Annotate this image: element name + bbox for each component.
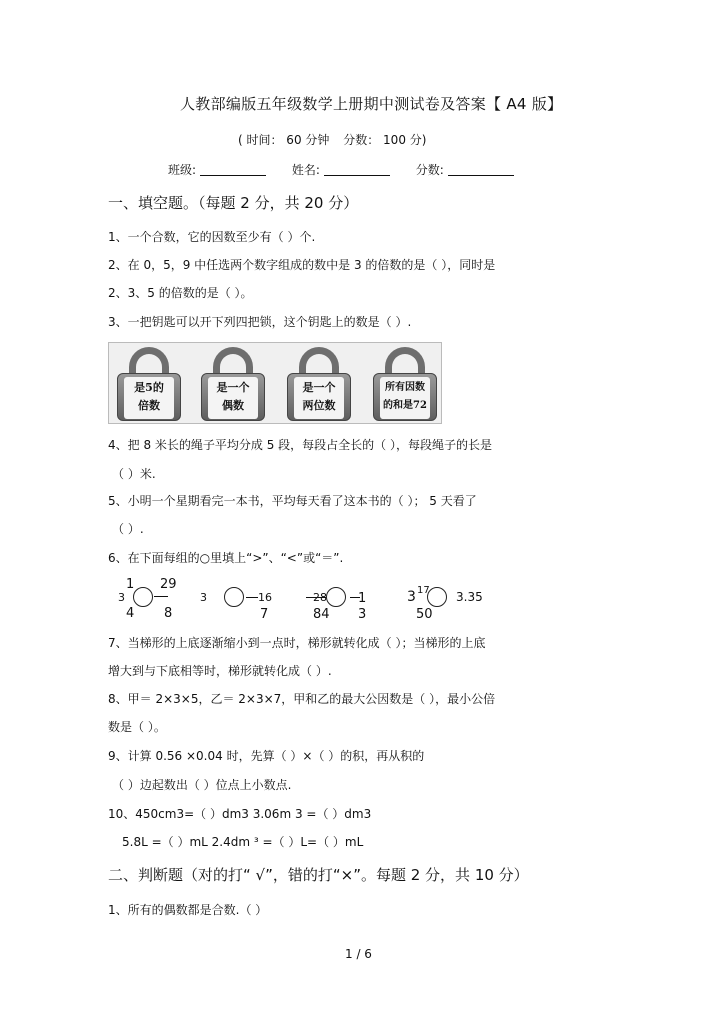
question-10-line-1: 10、450cm3=（ ）dm3 3.06m 3 =（ ）dm3 <box>108 807 372 821</box>
fraction-denominator: 8 <box>164 606 173 621</box>
question-7-line-2: 增大到与下底相等时，梯形就转化成（ ）. <box>108 664 332 678</box>
question-3: 3、一把钥匙可以开下列四把锁，这个钥匙上的数是（ ）. <box>108 315 412 329</box>
question-6: 6、在下面每组的○里填上“>”、“<”或“＝”. <box>108 551 344 565</box>
compare-circle-1[interactable] <box>133 587 153 607</box>
judgement-question-1: 1、所有的偶数都是合数.（ ） <box>108 903 268 917</box>
question-8-line-1: 8、甲＝ 2×3×5，乙＝ 2×3×7，甲和乙的最大公因数是（ ），最小公倍 <box>108 692 496 706</box>
score-field[interactable]: 分数: <box>416 161 514 178</box>
page-title: 人教部编版五年级数学上册期中测试卷及答案【 A4 版】 <box>180 95 563 113</box>
question-8-line-2: 数是（ ）。 <box>108 720 166 734</box>
padlock-4: 所有因数 的和是72 <box>373 347 437 421</box>
question-5-line-2: （ ）. <box>112 522 144 536</box>
section-1-heading: 一、填空题。（每题 2 分，共 20 分） <box>108 194 359 212</box>
exam-meta <box>238 131 436 148</box>
question-4-line-2: （ ）米. <box>112 467 156 481</box>
question-1: 1、一个合数，它的因数至少有（ ）个. <box>108 230 316 244</box>
decimal-value: 3.35 <box>456 590 483 604</box>
student-fields <box>168 161 536 178</box>
compare-circle-3[interactable] <box>326 587 346 607</box>
fraction-denominator: 3 <box>358 607 367 622</box>
question-7-line-1: 7、当梯形的上底逐渐缩小到一点时，梯形就转化成（ ）；当梯形的上底 <box>108 636 486 650</box>
page-number: 1 / 6 <box>345 947 372 961</box>
fraction-numerator: 17 <box>417 585 430 596</box>
compare-circle-4[interactable] <box>427 587 447 607</box>
padlock-1: 是5的 倍数 <box>117 347 181 421</box>
question-9-line-2: （ ）边起数出（ ）位点上小数点. <box>112 778 292 792</box>
question-5-line-1: 5、小明一个星期看完一本书，平均每天看了这本书的（ ）； 5 天看了 <box>108 494 477 508</box>
question-10-line-2: 5.8L =（ ）mL 2.4dm ³ =（ ）L=（ ）mL <box>122 835 364 849</box>
fraction-numerator: 1 <box>126 577 135 592</box>
class-field[interactable]: 班级: <box>168 161 266 178</box>
fraction-denominator: 50 <box>416 607 433 622</box>
compare-circle-2[interactable] <box>224 587 244 607</box>
padlock-images <box>108 342 442 424</box>
section-2-heading: 二、判断题（对的打“ √”，错的打“×”。每题 2 分，共 10 分） <box>108 866 529 884</box>
fraction-denominator: 4 <box>126 606 135 621</box>
whole-number: 3 <box>200 591 207 604</box>
fraction-numerator: 16 <box>258 591 272 604</box>
fraction-denominator: 7 <box>260 607 269 622</box>
question-9-line-1: 9、计算 0.56 ×0.04 时，先算（ ）×（ ）的积，再从积的 <box>108 749 425 763</box>
name-field[interactable]: 姓名: <box>292 161 390 178</box>
exam-score: 分数： 100 分) <box>343 133 427 147</box>
fraction-numerator: 28 <box>313 591 327 604</box>
padlock-2: 是一个 偶数 <box>201 347 265 421</box>
question-2-line-1: 2、在 0，5，9 中任选两个数字组成的数中是 3 的倍数的是（ ），同时是 <box>108 258 496 272</box>
fraction-numerator: 1 <box>358 591 367 606</box>
question-2-line-2: 2、3、5 的倍数的是（ ）。 <box>108 286 253 300</box>
fraction-numerator: 29 <box>160 577 177 592</box>
exam-time: ( 时间： 60 分钟 <box>238 133 330 147</box>
mixed-whole: 3 <box>118 591 125 604</box>
padlock-3: 是一个 两位数 <box>287 347 351 421</box>
mixed-whole: 3 <box>407 589 416 605</box>
fraction-denominator: 84 <box>313 607 330 622</box>
question-4-line-1: 4、把 8 米长的绳子平均分成 5 段，每段占全长的（ ），每段绳子的长是 <box>108 438 492 452</box>
